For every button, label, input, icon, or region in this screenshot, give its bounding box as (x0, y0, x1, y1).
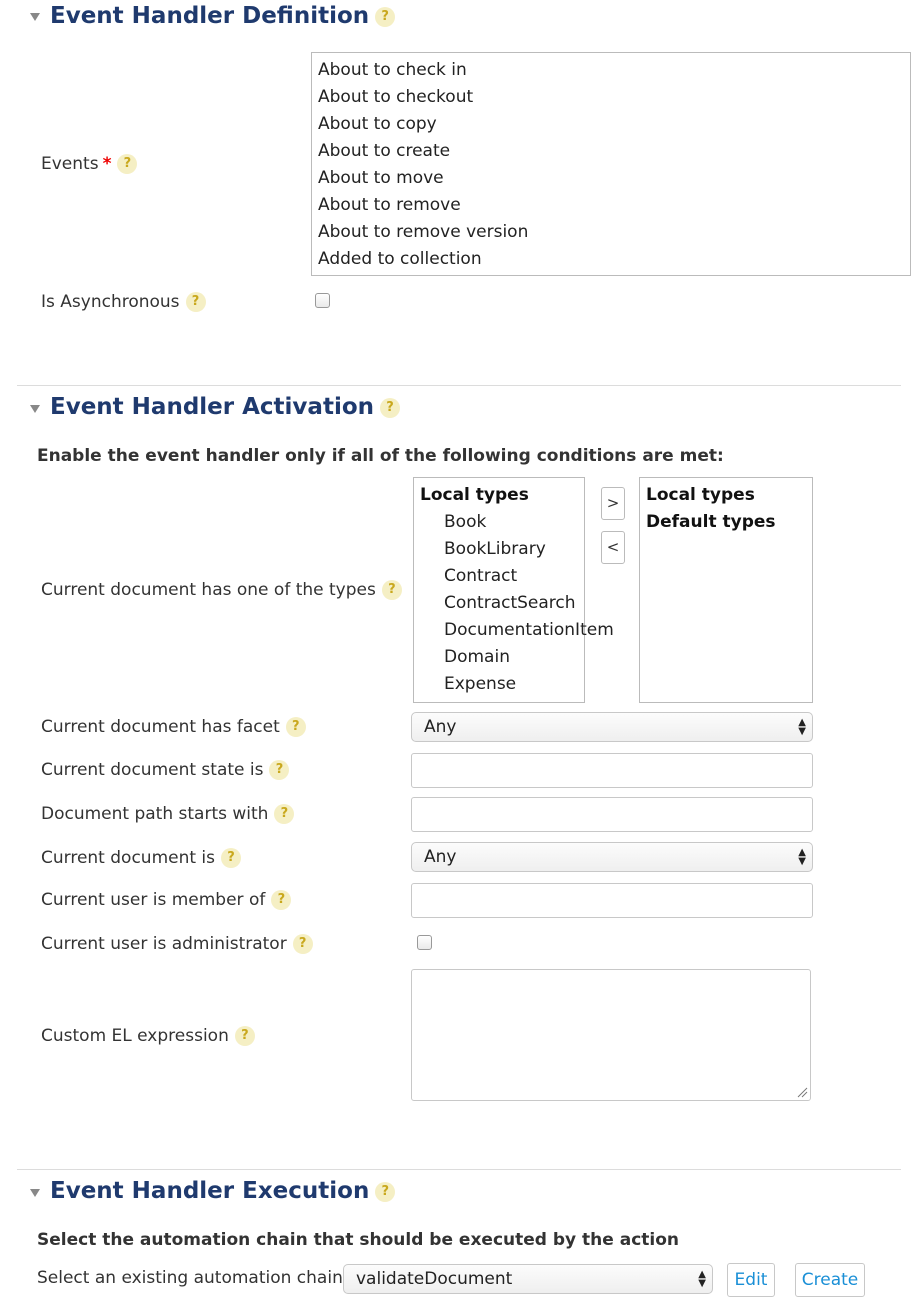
async-label (41, 292, 206, 312)
remove-type-button[interactable]: < (601, 531, 625, 564)
path-input[interactable] (411, 797, 813, 832)
section-divider (17, 1169, 901, 1170)
member-label (41, 890, 291, 910)
help-icon[interactable]: ? (221, 848, 241, 868)
definition-section-title (50, 3, 395, 29)
help-icon[interactable]: ? (375, 1182, 395, 1202)
available-types-listbox[interactable] (413, 477, 614, 703)
help-icon[interactable]: ? (271, 890, 291, 910)
member-input[interactable] (411, 883, 813, 918)
help-icon[interactable]: ? (274, 804, 294, 824)
admin-label (41, 934, 313, 954)
list-item[interactable]: DocumentationItem (444, 620, 614, 640)
list-item[interactable]: Added to collection (318, 249, 482, 269)
doc-is-select[interactable] (411, 842, 813, 872)
collapse-triangle-icon[interactable] (30, 1189, 40, 1197)
el-expression-textarea[interactable] (411, 969, 811, 1101)
chain-select-value: validateDocument (356, 1269, 513, 1289)
section-divider (17, 385, 901, 386)
selected-types-listbox[interactable] (639, 477, 813, 703)
facet-label (41, 717, 306, 737)
help-icon[interactable]: ? (186, 292, 206, 312)
events-label (41, 154, 137, 174)
list-item[interactable]: Book (444, 512, 487, 532)
facet-label-text: Current document has facet (41, 717, 280, 737)
el-label (41, 1026, 255, 1046)
path-label-text: Document path starts with (41, 804, 269, 824)
member-label-text: Current user is member of (41, 890, 266, 910)
collapse-triangle-icon[interactable] (30, 13, 40, 21)
admin-checkbox[interactable] (417, 935, 432, 950)
list-item[interactable]: About to copy (318, 114, 437, 134)
execution-title-text: Event Handler Execution (50, 1178, 370, 1204)
facet-select[interactable] (411, 712, 813, 742)
list-item[interactable]: About to create (318, 141, 451, 161)
list-item[interactable]: Expense (444, 674, 517, 694)
doc-is-label-text: Current document is (41, 848, 216, 868)
help-icon[interactable]: ? (117, 154, 137, 174)
resize-handle-icon[interactable] (796, 1086, 808, 1098)
help-icon[interactable]: ? (380, 398, 400, 418)
chain-select[interactable] (343, 1264, 713, 1294)
activation-intro: Enable the event handler only if all of the following conditions are met: (37, 446, 724, 466)
facet-select-value: Any (424, 717, 457, 737)
list-item[interactable]: BookLibrary (444, 539, 546, 559)
events-label-text: Events (41, 154, 99, 174)
list-item[interactable]: About to check in (318, 60, 467, 80)
types-label (41, 580, 402, 600)
execution-section-title (50, 1178, 395, 1204)
list-item[interactable]: Domain (444, 647, 510, 667)
collapse-triangle-icon[interactable] (30, 405, 40, 413)
list-item[interactable]: About to checkout (318, 87, 474, 107)
async-label-text: Is Asynchronous (41, 292, 180, 312)
types-label-text: Current document has one of the types (41, 580, 376, 600)
list-item[interactable]: ContractSearch (444, 593, 576, 613)
list-item[interactable]: About to remove version (318, 222, 529, 242)
list-group-header: Local types (646, 485, 755, 505)
help-icon[interactable]: ? (286, 717, 306, 737)
add-type-button[interactable]: > (601, 487, 625, 520)
activation-section-title (50, 394, 400, 420)
list-item[interactable]: About to remove (318, 195, 461, 215)
list-group-header: Local types (420, 485, 529, 505)
state-label (41, 760, 289, 780)
list-item[interactable]: About to move (318, 168, 444, 188)
execution-intro: Select the automation chain that should be executed by the action (37, 1230, 680, 1250)
list-group-header: Default types (646, 512, 776, 532)
async-checkbox[interactable] (315, 293, 330, 308)
help-icon[interactable]: ? (235, 1026, 255, 1046)
admin-label-text: Current user is administrator (41, 934, 287, 954)
chain-label: Select an existing automation chain (37, 1268, 343, 1288)
required-marker: * (102, 154, 112, 174)
state-input[interactable] (411, 753, 813, 788)
edit-chain-button[interactable]: Edit (727, 1263, 775, 1297)
doc-is-label (41, 848, 241, 868)
state-label-text: Current document state is (41, 760, 264, 780)
events-listbox[interactable] (311, 52, 911, 276)
help-icon[interactable]: ? (375, 7, 395, 27)
definition-title-text: Event Handler Definition (50, 3, 370, 29)
help-icon[interactable]: ? (269, 760, 289, 780)
help-icon[interactable]: ? (382, 580, 402, 600)
select-arrows-icon: ▲ ▼ (698, 1269, 706, 1289)
help-icon[interactable]: ? (293, 934, 313, 954)
path-label (41, 804, 294, 824)
doc-is-select-value: Any (424, 847, 457, 867)
select-arrows-icon: ▲ ▼ (798, 717, 806, 737)
create-chain-button[interactable]: Create (795, 1263, 865, 1297)
activation-title-text: Event Handler Activation (50, 394, 374, 420)
el-label-text: Custom EL expression (41, 1026, 229, 1046)
select-arrows-icon: ▲ ▼ (798, 847, 806, 867)
list-item[interactable]: Contract (444, 566, 518, 586)
